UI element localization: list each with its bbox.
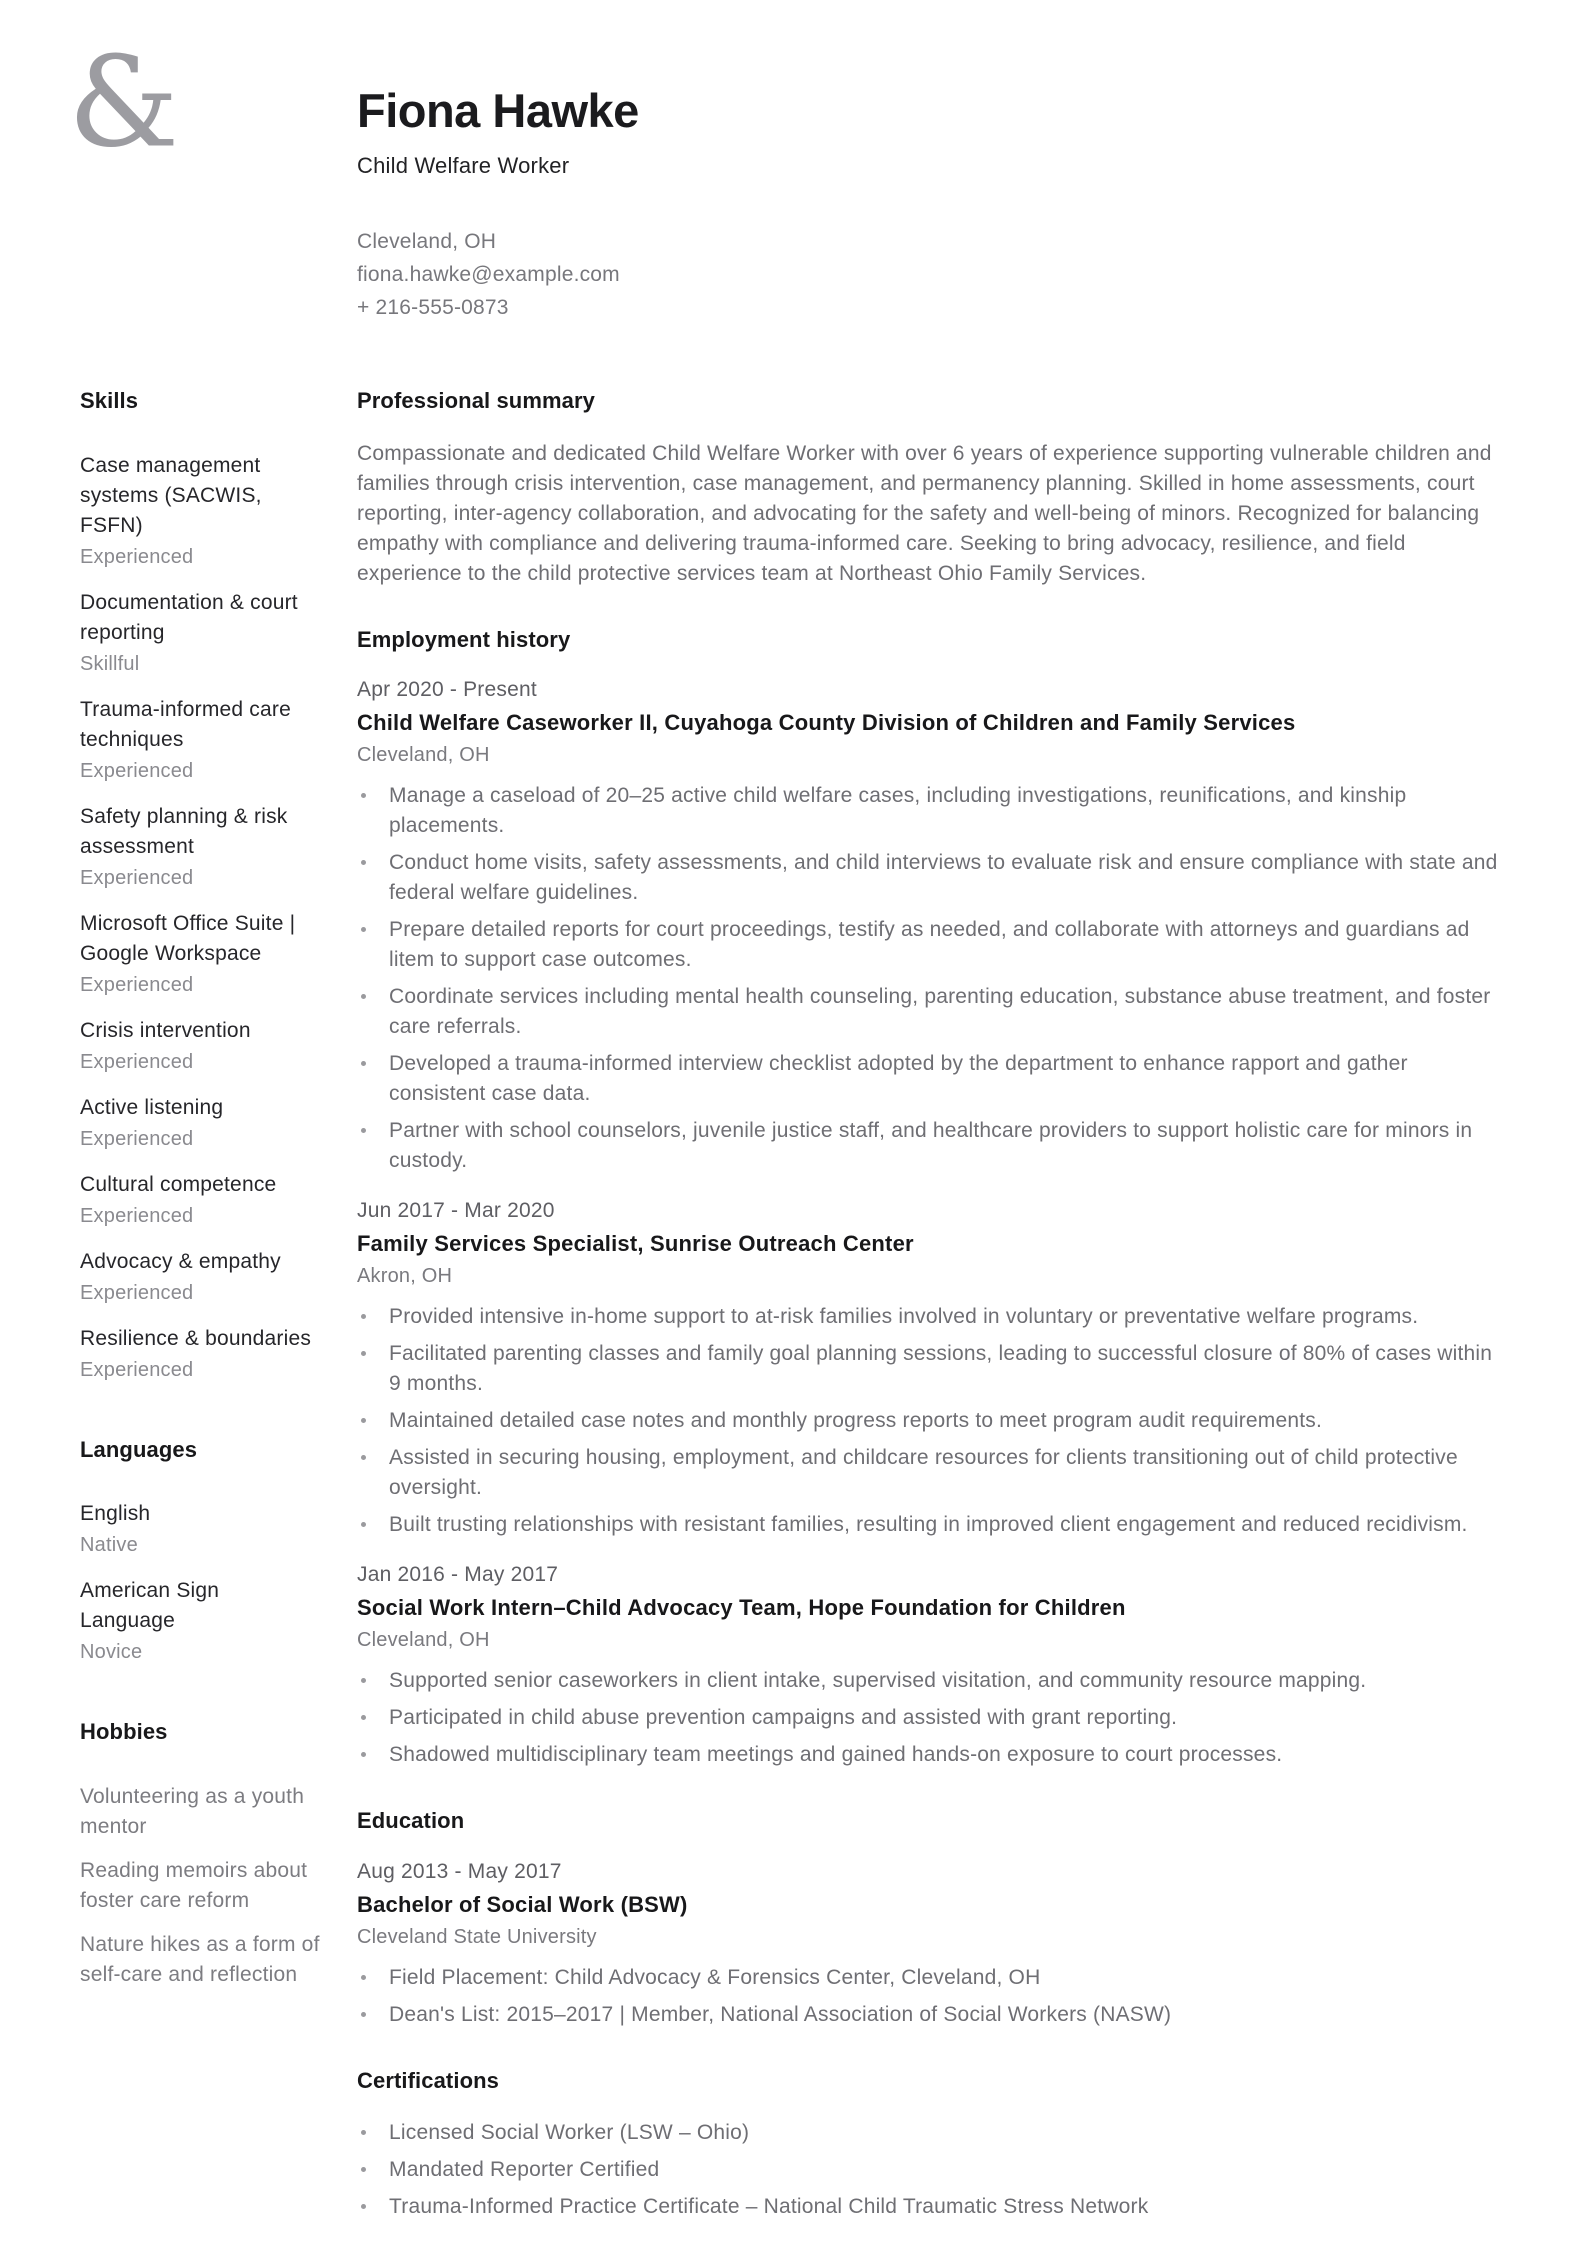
skill-name: Advocacy & empathy (80, 1249, 281, 1273)
job-title: Child Welfare Caseworker II, Cuyahoga County Division of Children and Family Services (357, 710, 1296, 736)
main-column (357, 388, 1500, 2229)
skill-level: Experienced (80, 1050, 194, 1073)
skill-item (80, 695, 320, 786)
languages-heading: Languages (80, 1436, 198, 1462)
skill-level: Skillful (80, 652, 140, 675)
job-location: Akron, OH (357, 1265, 453, 1288)
education-bullet: Dean's List: 2015–2017 | Member, National Association of Social Workers (NASW) (357, 2000, 1500, 2030)
skill-level: Experienced (80, 1281, 194, 1304)
education-entry (357, 1859, 1500, 2030)
certification-bullet: Trauma-Informed Practice Certificate – National Child Traumatic Stress Network (357, 2192, 1500, 2222)
skill-level: Experienced (80, 1127, 194, 1150)
job-bullet: Provided intensive in-home support to at-risk families involved in voluntary or preventative welfare programs. (357, 1302, 1500, 1332)
language-level: Novice (80, 1641, 143, 1664)
sidebar (80, 388, 320, 2229)
job-location: Cleveland, OH (357, 744, 490, 767)
contact-location: Cleveland, OH (357, 230, 497, 254)
employment-section (357, 627, 1500, 1770)
job-dates: Jun 2017 - Mar 2020 (357, 1199, 555, 1223)
skills-section (80, 388, 320, 1384)
job-bullet-list (357, 781, 1500, 1176)
skills-heading: Skills (80, 388, 139, 414)
skill-level: Experienced (80, 1204, 194, 1227)
skill-name: Microsoft Office Suite | Google Workspace (80, 911, 296, 965)
skill-item (80, 1093, 320, 1154)
candidate-job-title: Child Welfare Worker (357, 153, 570, 179)
job-bullet: Shadowed multidisciplinary team meetings and gained hands-on exposure to court processes. (357, 1740, 1500, 1770)
job-dates: Apr 2020 - Present (357, 678, 537, 702)
language-name: American Sign Language (80, 1579, 220, 1633)
certifications-entry (357, 2118, 1500, 2222)
job-bullet: Conduct home visits, safety assessments, and child interviews to evaluate risk and ensure compliance with state and federal welfare guidelines. (357, 848, 1500, 908)
language-name: English (80, 1502, 151, 1526)
skill-item (80, 909, 320, 1000)
education-dates: Aug 2013 - May 2017 (357, 1859, 562, 1883)
job-entry (357, 1562, 1500, 1770)
hobby-item: Reading memoirs about foster care reform (80, 1858, 308, 1912)
skill-item (80, 802, 320, 893)
language-item (80, 1499, 320, 1560)
skill-item (80, 451, 320, 572)
job-dates: Jan 2016 - May 2017 (357, 1563, 559, 1587)
certification-bullet: Mandated Reporter Certified (357, 2155, 1500, 2185)
job-bullet: Coordinate services including mental health counseling, parenting education, substance abuse treatment, and foster care referrals. (357, 982, 1500, 1042)
education-section (357, 1808, 1500, 2029)
skill-level: Experienced (80, 973, 194, 996)
skill-item (80, 1016, 320, 1077)
language-level: Native (80, 1534, 138, 1557)
resume-body (0, 388, 1588, 2229)
education-heading: Education (357, 1808, 465, 1834)
hobby-item: Nature hikes as a form of self-care and reflection (80, 1932, 320, 1986)
job-bullet-list (357, 1666, 1500, 1770)
job-bullet: Developed a trauma-informed interview checklist adopted by the department to enhance rapport and gather consistent case data. (357, 1049, 1500, 1109)
skill-name: Trauma-informed care techniques (80, 697, 291, 751)
summary-heading: Professional summary (357, 388, 595, 414)
skill-level: Experienced (80, 545, 194, 568)
skill-name: Crisis intervention (80, 1018, 251, 1042)
job-bullet: Built trusting relationships with resistant families, resulting in improved client engagement and reduced recidivism. (357, 1510, 1500, 1540)
job-bullet: Participated in child abuse prevention campaigns and assisted with grant reporting. (357, 1703, 1500, 1733)
certifications-bullet-list (357, 2118, 1500, 2222)
job-entry (357, 677, 1500, 1176)
certifications-section (357, 2068, 1500, 2222)
job-title: Social Work Intern–Child Advocacy Team, Hope Foundation for Children (357, 1595, 1126, 1621)
education-bullet: Field Placement: Child Advocacy & Forensics Center, Cleveland, OH (357, 1963, 1500, 1993)
languages-section (80, 1437, 320, 1667)
contact-block (357, 225, 1588, 324)
skill-item (80, 1247, 320, 1308)
skill-name: Documentation & court reporting (80, 590, 298, 644)
skill-level: Experienced (80, 759, 194, 782)
job-title: Family Services Specialist, Sunrise Outreach Center (357, 1231, 914, 1257)
skill-name: Active listening (80, 1095, 224, 1119)
skill-item (80, 1170, 320, 1231)
contact-email[interactable]: fiona.hawke@example.com (357, 263, 620, 287)
skill-level: Experienced (80, 866, 194, 889)
certification-bullet: Licensed Social Worker (LSW – Ohio) (357, 2118, 1500, 2148)
job-entry (357, 1198, 1500, 1540)
job-bullet: Maintained detailed case notes and monthly progress reports to meet program audit requirements. (357, 1406, 1500, 1436)
contact-phone: + 216-555-0873 (357, 296, 509, 320)
job-bullet: Partner with school counselors, juvenile justice staff, and healthcare providers to support holistic care for minors in custody. (357, 1116, 1500, 1176)
job-bullet: Assisted in securing housing, employment, and childcare resources for clients transitioning out of child protective oversight. (357, 1443, 1500, 1503)
summary-text: Compassionate and dedicated Child Welfare Worker with over 6 years of experience supporting vulnerable children and families through crisis intervention, case management, and permanency planning. Skilled in home assessments, court reporting, inter-agency collaboration, and advocating for the safety and well-being of minors. Recognized for balancing empathy with compliance and delivering trauma-informed care. Seeking to bring advocacy, resilience, and field experience to the child protective services team at Northeast Ohio Family Services. (357, 441, 1492, 585)
job-bullet: Facilitated parenting classes and family goal planning sessions, leading to successful closure of 80% of cases within 9 months. (357, 1339, 1500, 1399)
job-bullet: Prepare detailed reports for court proceedings, testify as needed, and collaborate with attorneys and guardians ad litem to support case outcomes. (357, 915, 1500, 975)
summary-section (357, 388, 1500, 588)
job-bullet-list (357, 1302, 1500, 1540)
skill-item (80, 1324, 320, 1385)
job-bullet: Supported senior caseworkers in client intake, supervised visitation, and community resource mapping. (357, 1666, 1500, 1696)
employment-heading: Employment history (357, 626, 571, 652)
skill-name: Case management systems (SACWIS, FSFN) (80, 453, 262, 537)
skill-level: Experienced (80, 1358, 194, 1381)
job-bullet: Manage a caseload of 20–25 active child welfare cases, including investigations, reunifications, and kinship placements. (357, 781, 1500, 841)
education-degree: Bachelor of Social Work (BSW) (357, 1891, 688, 1917)
resume-header (357, 0, 1588, 324)
candidate-name: Fiona Hawke (357, 84, 639, 137)
skill-item (80, 588, 320, 679)
language-item (80, 1576, 320, 1667)
education-school: Cleveland State University (357, 1925, 597, 1948)
education-bullet-list (357, 1963, 1500, 2030)
skill-name: Resilience & boundaries (80, 1326, 312, 1350)
skill-name: Safety planning & risk assessment (80, 804, 288, 858)
brand-ampersand-logo: & (68, 30, 180, 175)
certifications-heading: Certifications (357, 2067, 499, 2093)
job-location: Cleveland, OH (357, 1629, 490, 1652)
hobby-item: Volunteering as a youth mentor (80, 1784, 305, 1838)
hobbies-heading: Hobbies (80, 1719, 168, 1745)
skill-name: Cultural competence (80, 1172, 277, 1196)
hobbies-section (80, 1719, 320, 1989)
